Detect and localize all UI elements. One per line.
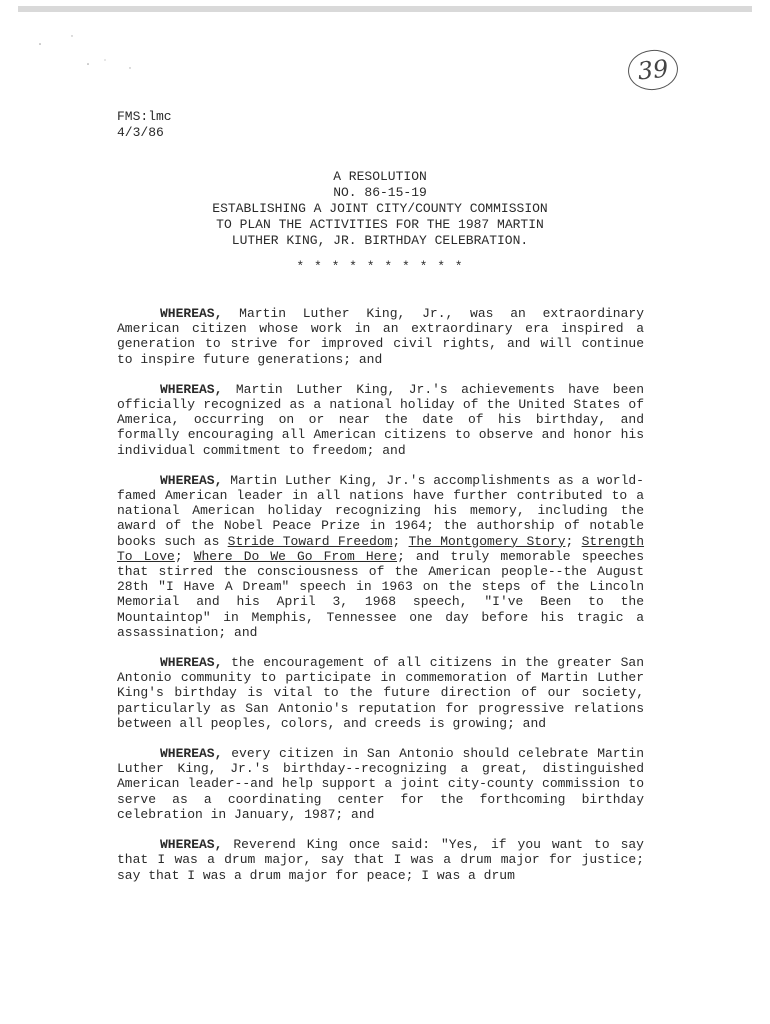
- scan-top-edge: [18, 6, 752, 12]
- separator-text: ;: [392, 533, 409, 549]
- title-line-5: LUTHER KING, JR. BIRTHDAY CELEBRATION.: [231, 233, 529, 248]
- whereas-keyword: WHEREAS,: [160, 746, 223, 762]
- separator-text: ;: [174, 548, 194, 564]
- whereas-keyword: WHEREAS,: [160, 306, 223, 321]
- paragraph-text: Reverend King once said: "Yes, if you want to say that I was a drum major, say that I was a drum major for justice; say that I was a drum major for peace; I was a drum: [117, 837, 644, 883]
- whereas-paragraph-4: [117, 655, 644, 731]
- separator-text: ;: [565, 533, 582, 549]
- whereas-keyword: WHEREAS,: [160, 472, 223, 488]
- whereas-paragraph-6: [117, 837, 644, 883]
- title-line-1: A RESOLUTION: [333, 169, 427, 184]
- whereas-paragraph-5: [117, 746, 644, 822]
- paragraph-text: ; and truly memorable speeches that stirred the consciousness of the American people--the August 28th "I Have A Dream" speech in 1963 on the steps of the Lincoln Memorial and his April 3, 1968 speech, "I've Been to the Mountaintop" in Memphis, Tennessee one day before his tragic a assassination; and: [117, 548, 645, 640]
- book-title: Strength To Love: [117, 533, 645, 564]
- document-date: 4/3/86: [117, 125, 164, 140]
- resolution-body: [117, 306, 644, 898]
- whereas-keyword: WHEREAS,: [160, 381, 223, 397]
- title-line-3: ESTABLISHING A JOINT CITY/COUNTY COMMISSION: [212, 201, 548, 216]
- paragraph-text: Martin Luther King, Jr.'s achievements have been officially recognized as a national holiday of the United States of America, occurring on or near the date of his birthday, and formally encouraging all American citizens to observe and honor his individual commitment to freedom; and: [117, 381, 644, 458]
- author-initials: FMS:lmc: [117, 109, 172, 124]
- title-line-4: TO PLAN THE ACTIVITIES FOR THE 1987 MARTIN: [216, 217, 544, 232]
- whereas-paragraph-2: [117, 382, 644, 458]
- paragraph-text: Martin Luther King, Jr.'s accomplishments as a world-famed American leader in all nations have further contributed to a national American holiday recognizing his memory, including the award of the Nobel Peace Prize in 1964; the authorship of notable books such as: [117, 472, 644, 549]
- document-header: [117, 109, 172, 141]
- book-title: Where Do We Go From Here: [193, 548, 398, 564]
- paragraph-text: Martin Luther King, Jr., was an extraordinary American citizen whose work in an extraordinary era inspired a generation to strive for improved civil rights, and will continue to inspire future generations; and: [117, 306, 644, 367]
- resolution-title: [150, 169, 610, 249]
- whereas-paragraph-1: [117, 306, 644, 367]
- book-title: Stride Toward Freedom: [227, 533, 393, 549]
- handwritten-page-number: 39: [626, 47, 680, 92]
- whereas-paragraph-3: [117, 473, 644, 640]
- book-title: The Montgomery Story: [408, 533, 566, 549]
- separator-stars: * * * * * * * * * *: [296, 259, 464, 274]
- title-line-2: NO. 86-15-19: [333, 185, 427, 200]
- whereas-keyword: WHEREAS,: [160, 655, 223, 671]
- scan-specks: [30, 30, 150, 90]
- whereas-keyword: WHEREAS,: [160, 837, 223, 853]
- paragraph-text: the encouragement of all citizens in the greater San Antonio community to participate in commemoration of Martin Luther King's birthday is vital to the future direction of our society, particularly as San Antonio's reputation for progressive relations between all peoples, colors, and creeds is growing; and: [117, 655, 644, 731]
- paragraph-text: every citizen in San Antonio should celebrate Martin Luther King, Jr.'s birthday--recognizing a great, distinguished American leader--and help support a joint city-county commission to serve as a coordinating center for the forthcoming birthday celebration in January, 1987; and: [117, 746, 644, 822]
